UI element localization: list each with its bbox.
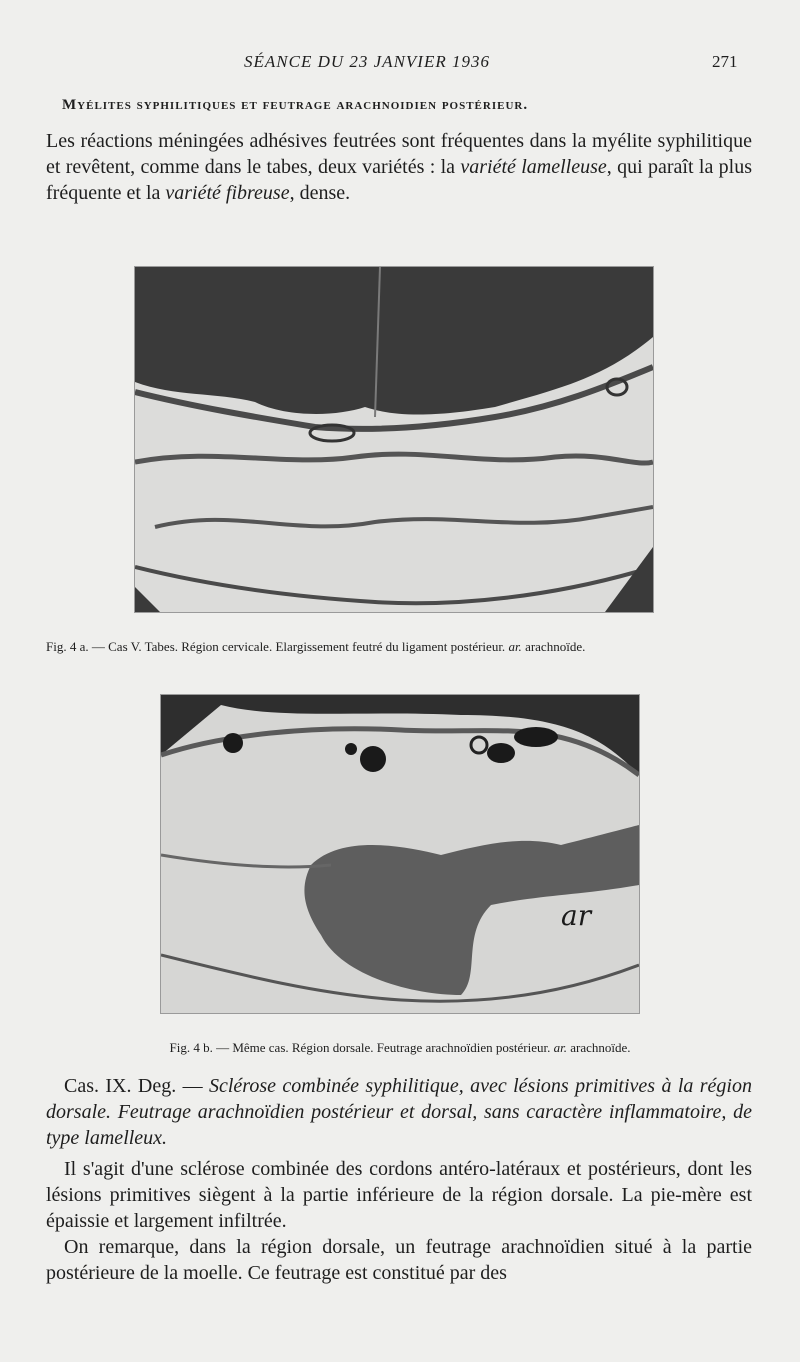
fig-4b-annotation: ar (561, 899, 592, 932)
intro-text-2: , qui paraît la plus fréquente et la (46, 156, 753, 204)
running-head: SÉANCE DU 23 JANVIER 1936 (244, 52, 490, 71)
figure-4a-caption (46, 639, 766, 655)
intro-text-1: Les réactions méningées adhésives feutrées sont fréquentes dans la myélite syphilitique et revêtent, comme dans le tabes, deux variétés : la (46, 130, 752, 178)
fig-4a-caption-italic: ar. (508, 639, 522, 654)
paragraph-2 (46, 1156, 752, 1234)
intro-italic-1: variété lamelleuse (460, 156, 607, 178)
figure-4a-micrograph (134, 266, 654, 613)
fig-4b-label: Fig. 4 b. (169, 1040, 213, 1055)
page-number: 271 (712, 52, 738, 71)
intro-paragraph (46, 128, 752, 206)
micrograph-4a-image (135, 267, 653, 612)
fig-4a-caption-end: arachnoïde. (521, 639, 586, 654)
case-title: Sclérose combinée syphilitique, avec lésions primitives à la région dorsale. Feutrage arachnoïdien postérieur et dorsal, sans caractère inflammatoire, de type lamelleux. (46, 1075, 752, 1149)
paragraph-3-text: On remarque, dans la région dorsale, un feutrage arachnoïdien situé à la partie postérieure de la moelle. Ce feutrage est constitué par des (46, 1236, 752, 1284)
paragraph-3 (46, 1234, 752, 1286)
fig-4b-caption-italic: ar. (553, 1040, 567, 1055)
paragraph-2-text: Il s'agit d'une sclérose combinée des cordons antéro-latéraux et postérieurs, dont les lésions primitives siègent à la partie inférieure de la région dorsale. La pie-mère est épaissie et largement infiltrée. (46, 1158, 752, 1232)
fig-4b-caption-text: — Même cas. Région dorsale. Feutrage arachnoïdien postérieur. (216, 1040, 554, 1055)
intro-italic-2: variété fibreuse (165, 182, 290, 204)
micrograph-4b-image (161, 695, 639, 1013)
case-heading: Cas. IX. Deg. — (64, 1075, 209, 1097)
fig-4a-label: Fig. 4 a. (46, 639, 89, 654)
fig-4b-caption-end: arachnoïde. (566, 1040, 631, 1055)
figure-4b-micrograph (160, 694, 640, 1014)
figure-4b-caption (0, 1040, 800, 1056)
fig-4a-caption-text: — Cas V. Tabes. Région cervicale. Elargissement feutré du ligament postérieur. (91, 639, 509, 654)
intro-text-3: , dense. (289, 182, 351, 204)
section-title: Myélites syphilitiques et feutrage arachnoidien postérieur. (62, 97, 529, 113)
case-heading-paragraph (46, 1073, 752, 1151)
page-header (0, 50, 800, 78)
